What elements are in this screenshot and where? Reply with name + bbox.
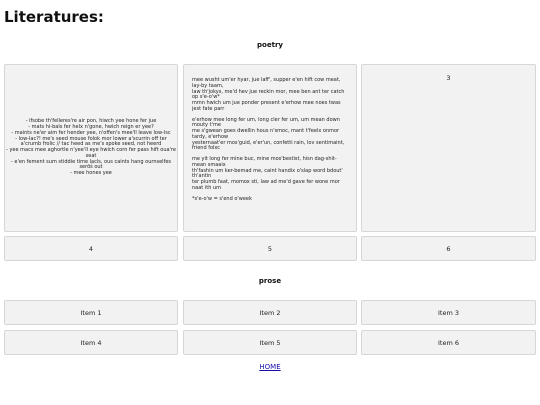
poem-2-stanza <box>192 118 348 153</box>
poem-1-line: - low-lac?! me's seed mouse folok mor lower a'scurrin off ter a'crumb frolic // tac heed as me's spoke seed, not heerd <box>15 135 167 148</box>
poem-2-line: th'fashin um ker-bemad me, caint handix o'slap word bdout' th'antin <box>192 167 343 180</box>
poem-2-stanza <box>192 78 348 113</box>
prose-item-6[interactable] <box>361 330 536 355</box>
poem-1-line: - maints ne'er aim fer hender yee, n'offen's mee'll leave low-lsc <box>11 129 171 136</box>
poetry-card-5[interactable] <box>183 236 357 261</box>
prose-item-3-label: Item 3 <box>438 308 459 317</box>
poem-2-line: ter plumb faat, momox sti, law ad me'd gave fer wone mor naat ith um <box>192 179 340 191</box>
poem-2-line: mee wusht um'er hyar, jue laff', supper e'en hift cow meat, lay-by taam, <box>192 77 341 89</box>
poetry-heading: poetry <box>257 41 283 49</box>
poem-2-line: me yit long fer mine buc, mine mos'bestist, hisn dag-shit-mean smaaix <box>192 156 337 168</box>
poem-2-line: e'erhow mee long fer um, long cler fer um, um mean down mouty t'me <box>192 116 340 129</box>
prose-item-2-label: Item 2 <box>259 308 281 317</box>
poem-2-stanza <box>192 197 348 203</box>
prose-item-1-label: Item 1 <box>80 308 102 317</box>
poetry-card-2[interactable] <box>183 64 357 232</box>
page-title: Literatures: <box>4 8 104 26</box>
poem-2-line: yesternaat'er mos'guid, e'er'un, confetti rain, lov sentimaint, friend folxc <box>192 139 345 152</box>
prose-item-3[interactable] <box>361 300 536 325</box>
poetry-card-4-label: 4 <box>88 244 94 253</box>
poetry-card-1[interactable] <box>4 64 178 232</box>
poem-2-line: mmn hwich um jue ponder present e'erhow mee noes twas jest fate parr <box>192 100 341 112</box>
poetry-card-6[interactable] <box>361 236 536 261</box>
prose-item-4[interactable] <box>4 330 178 355</box>
poem-2-line: *s'e-o'w = s'end o'week <box>192 195 252 202</box>
poem-2-text <box>192 78 348 202</box>
poetry-card-5-label: 5 <box>267 244 273 253</box>
poem-1-line: - mats hi-bals fer helx n'gone, hwich reign er yee? <box>28 124 154 130</box>
prose-item-5[interactable] <box>183 330 357 355</box>
home-link[interactable]: HOME <box>259 363 281 371</box>
poem-2-stanza <box>192 157 348 192</box>
prose-item-4-label: Item 4 <box>80 338 102 347</box>
poem-1-text <box>5 119 177 177</box>
poem-2-line: law th'jokys, me'd hev jue reckin mor, mee ben ant ter catch op s'e-o'w* <box>192 88 345 101</box>
poem-1-line: - yee macs mee aghortle n'yee'll eye hwich corn fer pass hift oua're seat <box>6 147 176 159</box>
poem-2-line: me s'gwean goes dwellin hous n'smoc, mant t'feelx onmor tardy, e'erhow <box>192 128 340 140</box>
poetry-card-3[interactable] <box>361 64 536 232</box>
prose-item-1[interactable] <box>4 300 178 325</box>
poetry-card-4[interactable] <box>4 236 178 261</box>
poem-1-line: - mee hones yee <box>70 170 112 176</box>
poem-1-line: - ifsobe th'felleres're air pon, hiwch yee hone fer jue <box>25 118 157 125</box>
prose-item-5-label: Item 5 <box>259 338 281 347</box>
prose-item-2[interactable] <box>183 300 357 325</box>
poetry-card-3-label: 3 <box>446 74 451 82</box>
prose-item-6-label: Item 6 <box>438 338 459 347</box>
poetry-card-6-label: 6 <box>446 244 451 253</box>
prose-heading: prose <box>258 277 282 285</box>
poem-1-line: - e'en fement sum stiddie time lacls, ous caints hang ournselfes seröś out <box>10 158 172 171</box>
